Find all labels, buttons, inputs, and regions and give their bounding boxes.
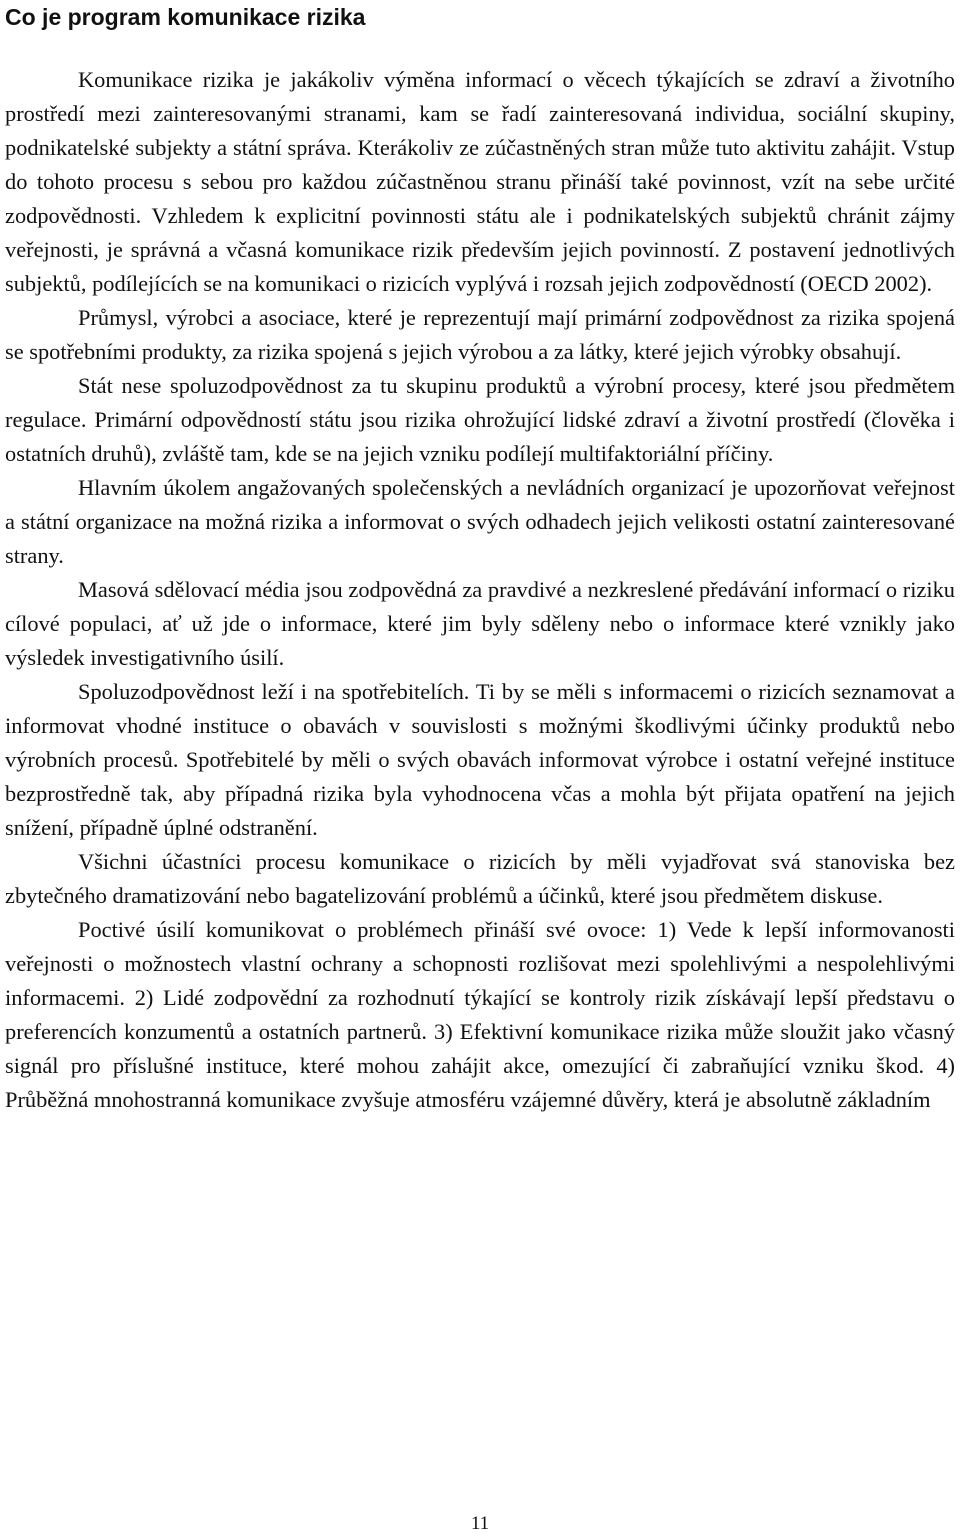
paragraph-ngo: Hlavním úkolem angažovaných společenských a nevládních organizací je upozorňovat veřejnost a státní organizace na možná rizika a informovat o svých odhadech jejich velikosti ostatní zainteresované strany. [5,475,955,568]
paragraph-media: Masová sdělovací média jsou zodpovědná za pravdivé a nezkreslené předávání informací o riziku cílové populaci, ať už jde o informace, které jim byly sděleny nebo o informace které vznikly jako výsledek investigativního úsilí. [5,577,955,670]
body-text [5,63,955,1117]
paragraph-state: Stát nese spoluzodpovědnost za tu skupinu produktů a výrobní procesy, které jsou předmětem regulace. Primární odpovědností státu jsou rizika ohrožující lidské zdraví a životní prostředí (člověka i ostatních druhů), zvláště tam, kde se na jejich vzniku podílejí multifaktoriální příčiny. [5,373,955,466]
page-number: 11 [470,1513,490,1534]
paragraph-benefits: Poctivé úsilí komunikovat o problémech přináší své ovoce: 1) Vede k lepší informovanosti veřejnosti o možnostech vlastní ochrany a schopnosti rozlišovat mezi spolehlivými a nespolehlivými informacemi. 2) Lidé zodpovědní za rozhodnutí týkající se kontroly rizik získávají lepší představu o preferencích konzumentů a ostatních partnerů. 3) Efektivní komunikace rizika může sloužit jako včasný signál pro příslušné instituce, které mohou zahájit akce, omezující či zabraňující vzniku škod. 4) Průběžná mnohostranná komunikace zvyšuje atmosféru vzájemné důvěry, která je absolutně základním [5,917,955,1112]
paragraph-industry: Průmysl, výrobci a asociace, které je reprezentují mají primární zodpovědnost za rizika spojená se spotřebními produkty, za rizika spojená s jejich výrobou a za látky, které jejich výrobky obsahují. [5,305,955,364]
paragraph-intro: Komunikace rizika je jakákoliv výměna informací o věcech týkajících se zdraví a životního prostředí mezi zainteresovanými stranami, kam se řadí zainteresovaná individua, sociální skupiny, podnikatelské subjekty a státní správa. Kterákoliv ze zúčastněných stran může tuto aktivitu zahájit. Vstup do tohoto procesu s sebou pro každou zúčastněnou stranu přináší také povinnost, vzít na sebe určité zodpovědnosti. Vzhledem k explicitní povinnosti státu ale i podnikatelských subjektů chránit zájmy veřejnosti, je správná a včasná komunikace rizik především jejich povinností. Z postavení jednotlivých subjektů, podílejících se na komunikaci o rizicích vyplývá i rozsah jejich zodpovědností (OECD 2002). [5,67,955,296]
document-page [5,0,955,1117]
paragraph-consumers: Spoluzodpovědnost leží i na spotřebitelích. Ti by se měli s informacemi o rizicích seznamovat a informovat vhodné instituce o obavách v souvislosti s možnými škodlivými účinky produktů nebo výrobních procesů. Spotřebitelé by měli o svých obavách informovat výrobce i ostatní veřejné instituce bezprostředně tak, aby případná rizika byla vyhodnocena včas a mohla být přijata opatření na jejich snížení, případně úplné odstranění. [5,679,955,840]
paragraph-participants: Všichni účastníci procesu komunikace o rizicích by měli vyjadřovat svá stanoviska bez zbytečného dramatizování nebo bagatelizování problémů a účinků, které jsou předmětem diskuse. [5,849,955,908]
section-heading: Co je program komunikace rizika [5,4,366,30]
